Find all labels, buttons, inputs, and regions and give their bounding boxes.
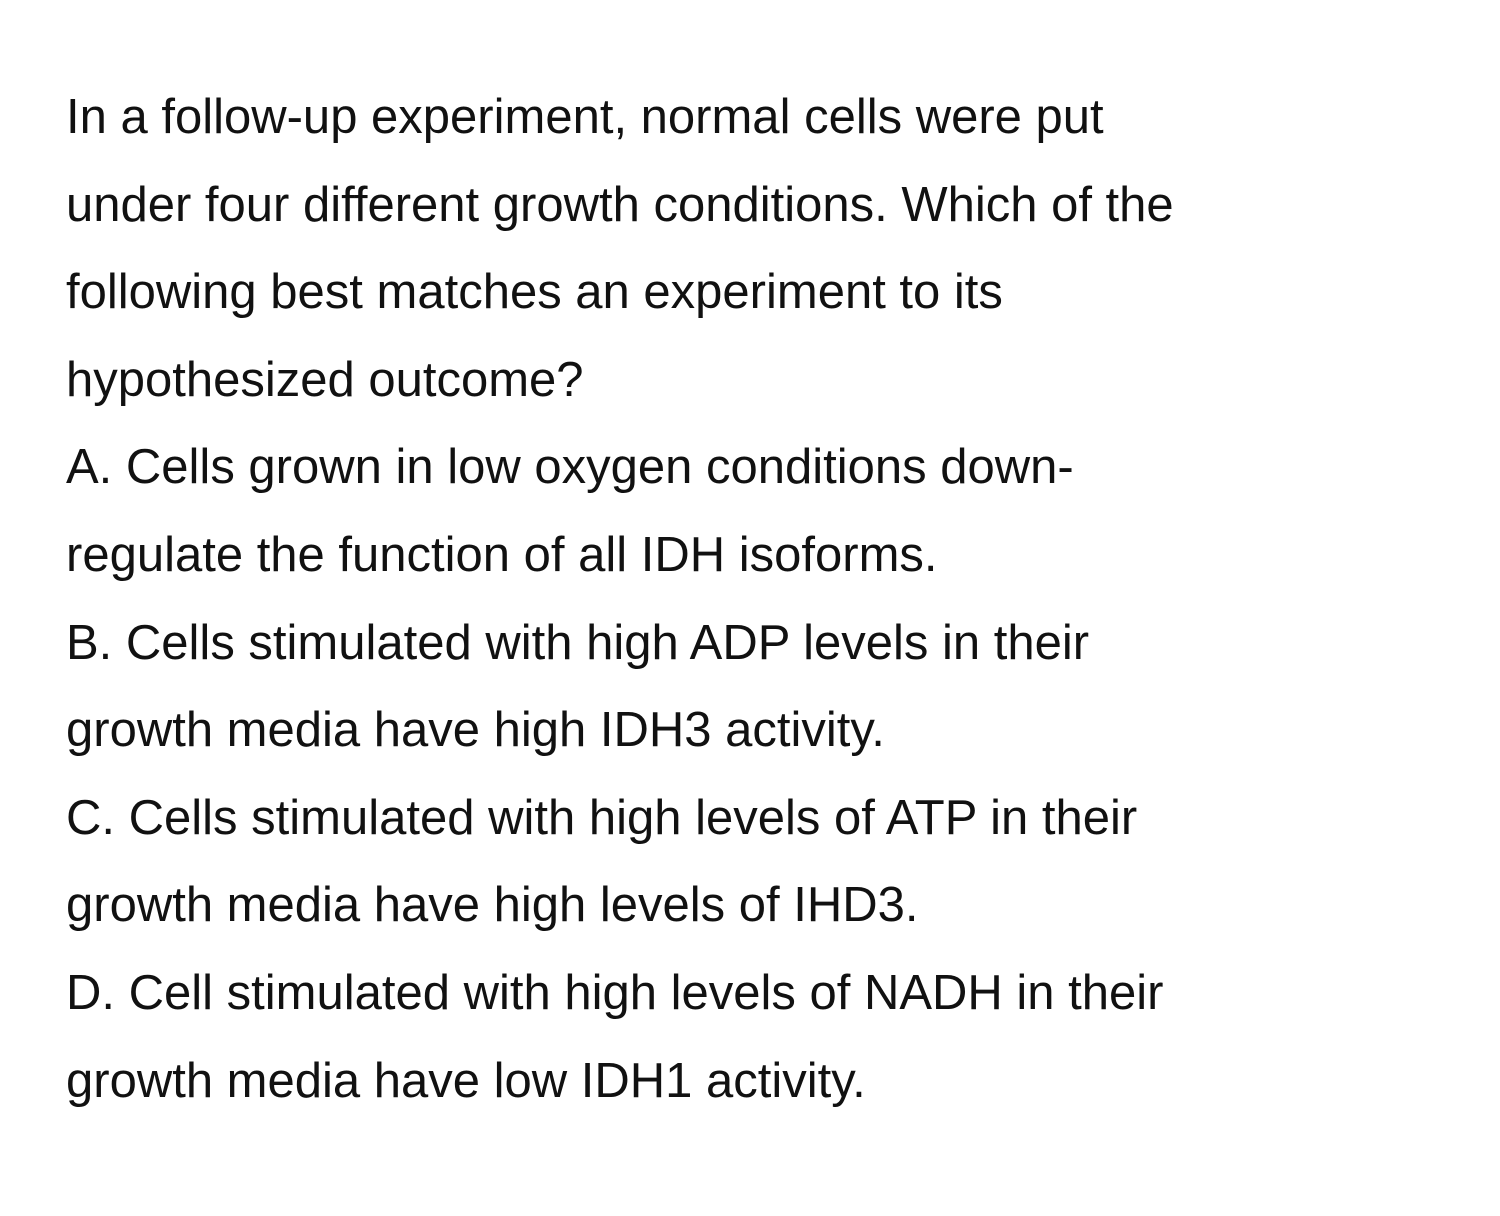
answer-option-d	[66, 950, 1466, 1125]
option-c-line: growth media have high levels of IHD3.	[66, 878, 919, 933]
answer-option-c	[66, 775, 1466, 950]
option-d-line: D. Cell stimulated with high levels of NADH in their	[66, 965, 1164, 1020]
question-stem-line: following best matches an experiment to its	[66, 265, 1003, 320]
option-a-line: regulate the function of all IDH isoforms.	[66, 527, 938, 582]
question-stem-line: under four different growth conditions. Which of the	[66, 177, 1174, 232]
option-b-line: growth media have high IDH3 activity.	[66, 703, 885, 758]
question-document	[66, 74, 1466, 1125]
question-stem	[66, 74, 1466, 424]
option-b-line: B. Cells stimulated with high ADP levels in their	[66, 615, 1090, 670]
option-a-line: A. Cells grown in low oxygen conditions down-	[66, 440, 1074, 495]
option-d-line: growth media have low IDH1 activity.	[66, 1053, 866, 1108]
question-stem-line: In a follow-up experiment, normal cells were put	[66, 90, 1104, 144]
option-c-line: C. Cells stimulated with high levels of ATP in their	[66, 790, 1138, 845]
answer-option-b	[66, 600, 1466, 775]
question-stem-line: hypothesized outcome?	[66, 352, 584, 407]
answer-option-a	[66, 424, 1466, 599]
